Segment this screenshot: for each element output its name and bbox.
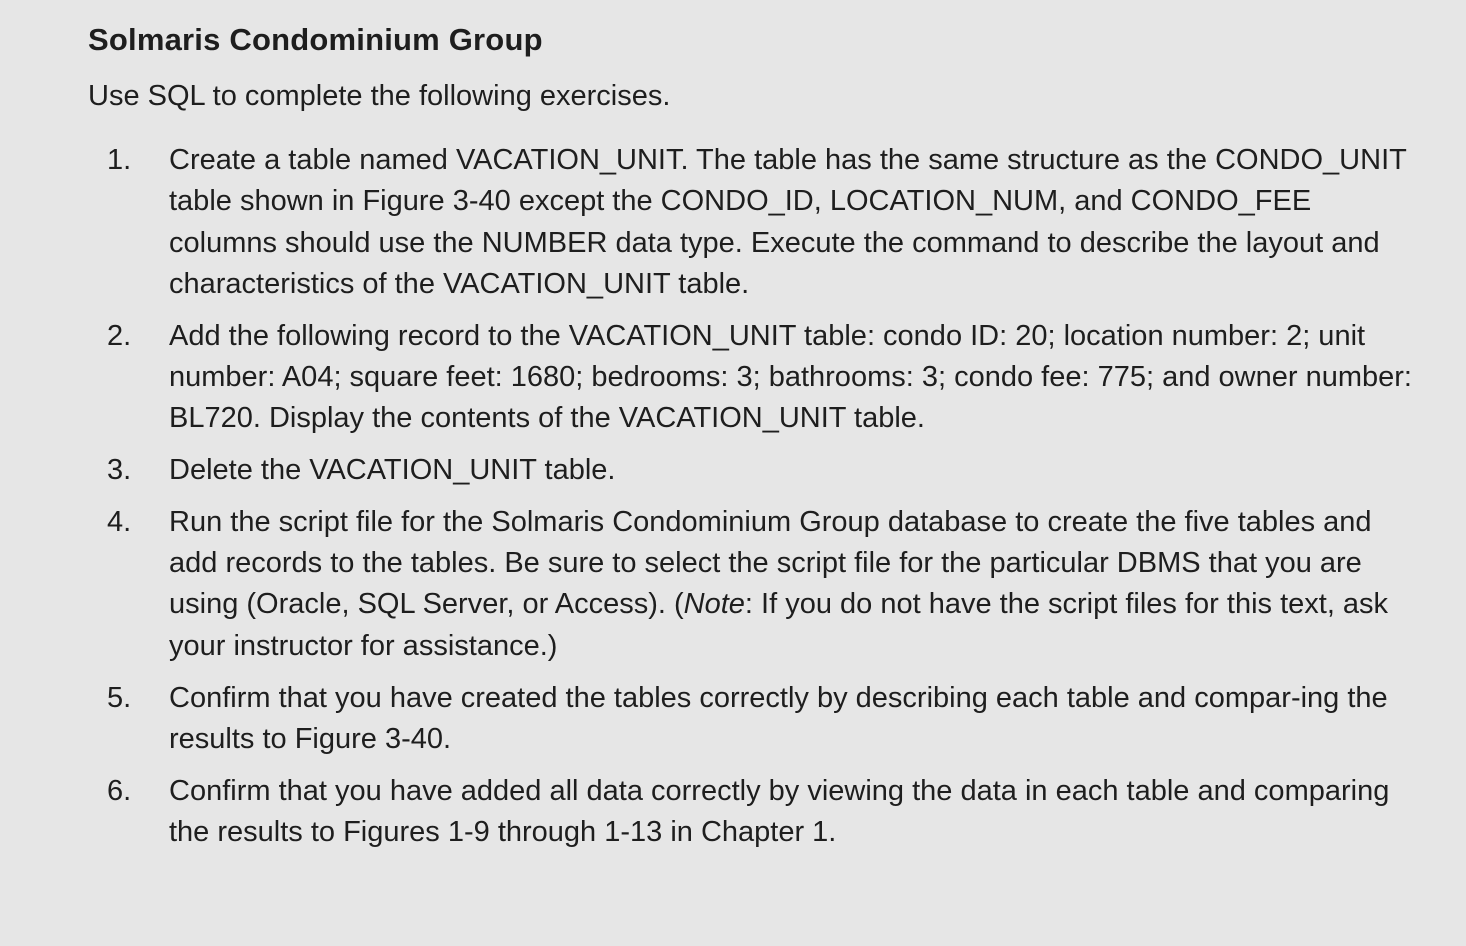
section-heading: Solmaris Condominium Group: [88, 22, 543, 57]
exercise-item: [0, 140, 1466, 305]
exercise-number: 1.: [107, 144, 132, 176]
exercise-text: Confirm that you have created the tables correctly by describing each table and compar-ing the results to Figure 3-40.: [169, 681, 1388, 755]
exercise-text-part: : If you do not have the script files for this text, ask your instructor for assistance.): [169, 588, 1389, 662]
exercise-text: [169, 502, 1413, 667]
exercise-text: Add the following record to the VACATION_UNIT table: condo ID: 20; location number: 2; unit number: A04; square feet: 1680; bedrooms: 3; bathrooms: 3; condo fee: 775; and owner number: BL720. Display the contents of the VACATION_UNIT table.: [169, 319, 1412, 435]
exercise-number: 4.: [107, 505, 132, 538]
exercise-item: [0, 678, 1466, 761]
intro-text: Use SQL to complete the following exercises.: [88, 80, 671, 112]
exercise-item: [0, 502, 1466, 667]
exercise-list: [0, 140, 1466, 864]
exercise-number: 5.: [107, 681, 132, 714]
exercise-number: 6.: [107, 774, 132, 807]
exercise-text-part: Run the script file for the Solmaris Condominium Group database to create the five tables and add records to the tables. Be sure to select the script file for the particular DBMS that you are using (Oracle, SQL Server, or Access). (: [169, 505, 1372, 621]
exercise-item: [0, 771, 1466, 854]
exercise-number: 2.: [107, 319, 132, 352]
exercise-text: Confirm that you have added all data correctly by viewing the data in each table and comparing the results to Figures 1-9 through 1-13 in Chapter 1.: [169, 774, 1390, 848]
exercise-item: [0, 316, 1466, 440]
exercise-item: [0, 450, 1466, 491]
note-label: Note: [683, 588, 745, 621]
exercise-text: Create a table named VACATION_UNIT. The table has the same structure as the CONDO_UNIT table shown in Figure 3-40 except the CONDO_ID, LOCATION_NUM, and CONDO_FEE columns should use the NUMBER data type. Execute the command to describe the layout and characteristics of the VACATION_UNIT table.: [169, 144, 1407, 300]
exercise-text: Delete the VACATION_UNIT table.: [169, 454, 616, 487]
exercise-number: 3.: [107, 454, 132, 487]
